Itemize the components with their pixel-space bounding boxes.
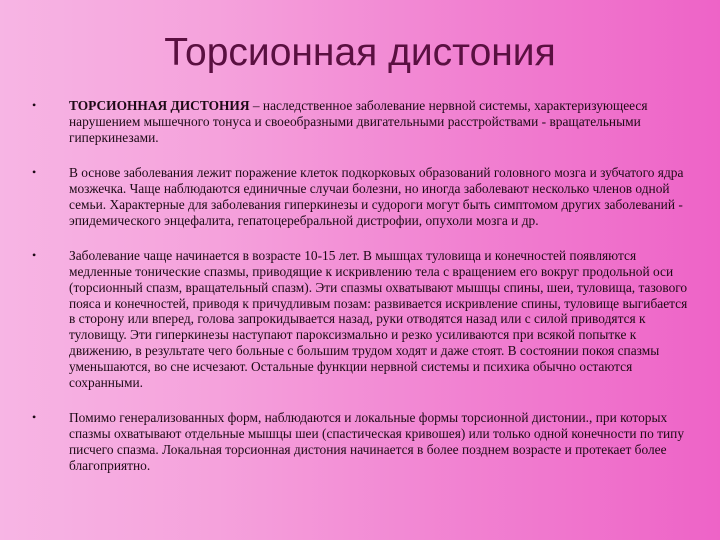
bullet-term: ТОРСИОННАЯ ДИСТОНИЯ [69,98,250,113]
bullet-icon: • [32,164,37,179]
bullet-icon: • [32,247,37,262]
bullet-icon: • [32,410,37,425]
bullet-text: Заболевание чаще начинается в возрасте 10-15 лет. В мышцах туловища и конечностей появляются медленные тонические спазмы, приводящие к искривлению тела с вращением его вокруг продольной оси (торсионный спазм, вращательный спазм). Эти спазмы охватывают мышцы спины, шеи, туловища, тазового пояса и конечностей, приводя к причудливым позам: развивается искривление спины, туловище выгибается в сторону или вперед, голова запрокидывается назад, руки отводятся назад или с силой приводятся к туловищу. Эти гиперкинезы наступают пароксизмально и резко усиливаются при всякой попытке к движению, в результате чего больные с большим трудом ходят и даже стоят. В состоянии покоя спазмы уменьшаются, во сне исчезают. Остальные функции нервной системы и психика обычно остаются сохранными. [69,247,688,391]
bullet-icon: • [32,98,37,112]
bullet-item-definition [30,98,694,146]
bullet-item-symptoms [30,248,694,392]
bullet-text: В основе заболевания лежит поражение клеток подкорковых образований головного мозга и зубчатого ядра мозжечка. Чаще наблюдаются единичные случаи болезни, но иногда заболевают несколько членов одной семьи. Характерные для заболевания гиперкинезы и судороги могут быть симптомом других заболеваний - эпидемического энцефалита, гепатоцеребральной дистрофии, опухоли мозга и др. [69,164,684,228]
bullet-item-local-forms [30,410,694,474]
bullet-text: Помимо генерализованных форм, наблюдаются и локальные формы торсионной дистонии., при которых спазмы охватывают отдельные мышцы шеи (спастическая кривошея) или только одной конечности по типу писчего спазма. Локальная торсионная дистония начинается в более позднем возрасте и протекает более благоприятно. [69,410,685,474]
bullet-list [30,98,694,493]
bullet-text: – наследственное заболевание нервной системы, характеризующееся нарушением мышечного тонуса и своеобразными двигательными расстройствами - вращательными гиперкинезами. [69,98,648,145]
slide-title: Торсионная дистония [164,31,556,74]
bullet-item-cause [30,165,694,229]
